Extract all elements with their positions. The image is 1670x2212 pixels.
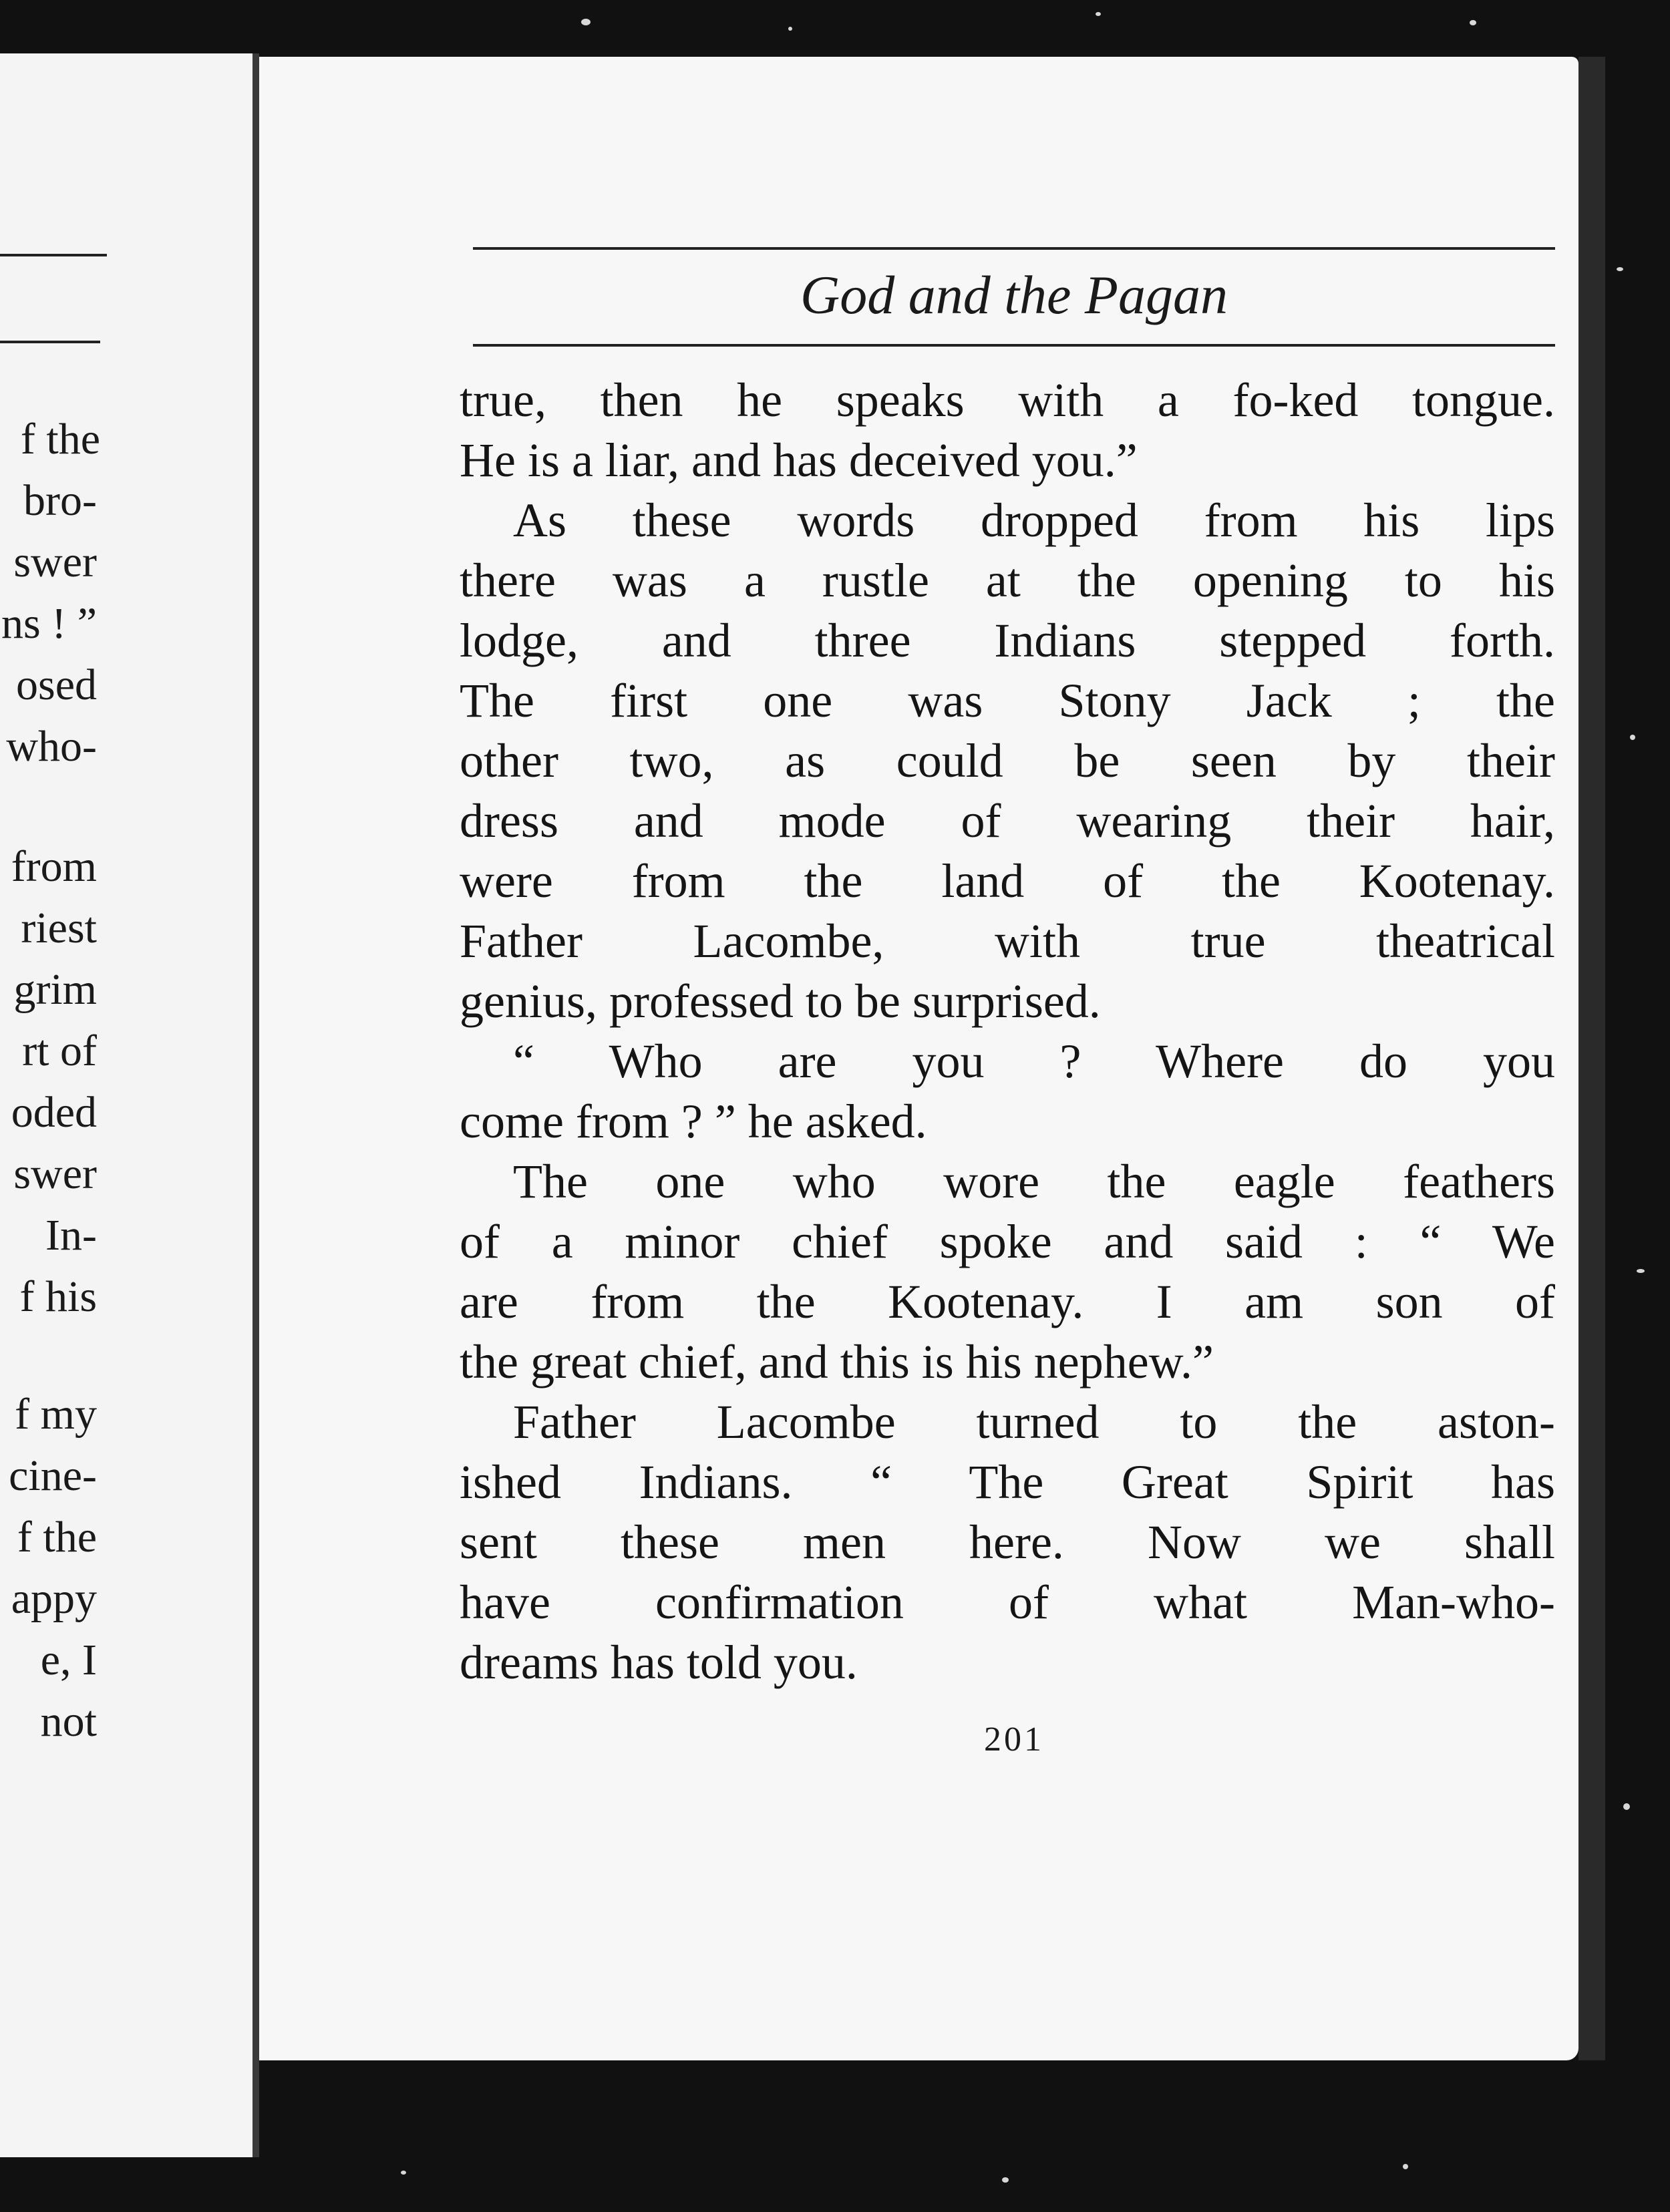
dust-speck <box>1623 1803 1630 1810</box>
body-line: Father Lacombe turned to the aston- <box>513 1395 1555 1449</box>
left-page <box>0 53 257 2157</box>
dust-speck <box>1403 2164 1408 2169</box>
body-line: come from ? ” he asked. <box>460 1095 927 1148</box>
left-text-line: f my <box>15 1390 97 1439</box>
running-head: God and the Pagan <box>800 264 1228 325</box>
body-line: true, then he speaks with a fo-ked tongue. <box>460 373 1555 427</box>
left-text-line: f his <box>19 1272 97 1321</box>
left-text-line: not <box>40 1697 97 1746</box>
body-line: ished Indians. “ The Great Spirit has <box>460 1455 1555 1509</box>
left-text-line: cine- <box>9 1451 97 1500</box>
left-text-line: who- <box>6 722 97 771</box>
body-line: sent these men here. Now we shall <box>460 1515 1555 1569</box>
left-text-line: from <box>11 842 97 891</box>
page-number: 201 <box>984 1720 1044 1759</box>
body-line: “ Who are you ? Where do you <box>513 1035 1555 1088</box>
dust-speck <box>1002 2177 1009 2183</box>
dust-speck <box>1096 12 1101 16</box>
left-text-line: f the <box>20 415 100 464</box>
header-rule-bottom <box>473 344 1555 347</box>
left-text-line: osed <box>16 661 97 709</box>
body-line: The first one was Stony Jack ; the <box>460 674 1555 727</box>
left-text-line: ns ! ” <box>1 599 97 648</box>
left-text-line: grim <box>13 965 97 1014</box>
dust-speck <box>1630 735 1635 740</box>
right-page <box>259 57 1578 2060</box>
body-line: were from the land of the Kootenay. <box>460 854 1555 908</box>
body-line: are from the Kootenay. I am son of <box>460 1275 1555 1328</box>
body-line: genius, professed to be surprised. <box>460 974 1101 1028</box>
left-text-line: bro- <box>23 476 97 525</box>
dust-speck <box>401 2171 406 2175</box>
body-line: As these words dropped from his lips <box>513 494 1555 547</box>
body-line: The one who wore the eagle feathers <box>513 1155 1555 1208</box>
left-header-rule <box>0 341 100 343</box>
body-line: He is a liar, and has deceived you.” <box>460 433 1138 487</box>
left-text-line: In- <box>45 1211 97 1260</box>
left-header-rule <box>0 254 107 256</box>
body-line: dress and mode of wearing their hair, <box>460 794 1555 848</box>
dust-speck <box>1637 1269 1645 1273</box>
left-text-line: appy <box>11 1574 97 1623</box>
dust-speck <box>581 19 591 25</box>
left-text-line: f the <box>17 1513 97 1561</box>
dust-speck <box>788 27 792 31</box>
body-line: dreams has told you. <box>460 1636 858 1689</box>
left-text-line: oded <box>11 1088 97 1137</box>
header-rule-top <box>473 247 1555 250</box>
book-gutter <box>253 53 259 2157</box>
body-line: other two, as could be seen by their <box>460 734 1555 787</box>
body-line: of a minor chief spoke and said : “ We <box>460 1215 1555 1268</box>
body-line: Father Lacombe, with true theatrical <box>460 914 1555 968</box>
body-line: there was a rustle at the opening to his <box>460 554 1555 607</box>
left-text-line: rt of <box>22 1027 97 1075</box>
body-line: have confirmation of what Man-who- <box>460 1576 1555 1629</box>
body-line: lodge, and three Indians stepped forth. <box>460 614 1555 667</box>
left-text-line: riest <box>21 904 97 952</box>
left-text-line: swer <box>13 1149 97 1198</box>
left-text-line: swer <box>13 538 97 586</box>
left-text-line: e, I <box>40 1636 97 1684</box>
body-line: the great chief, and this is his nephew.” <box>460 1335 1214 1389</box>
page-edge-shadow <box>1578 57 1605 2060</box>
dust-speck <box>1617 267 1623 271</box>
dust-speck <box>1470 20 1476 25</box>
